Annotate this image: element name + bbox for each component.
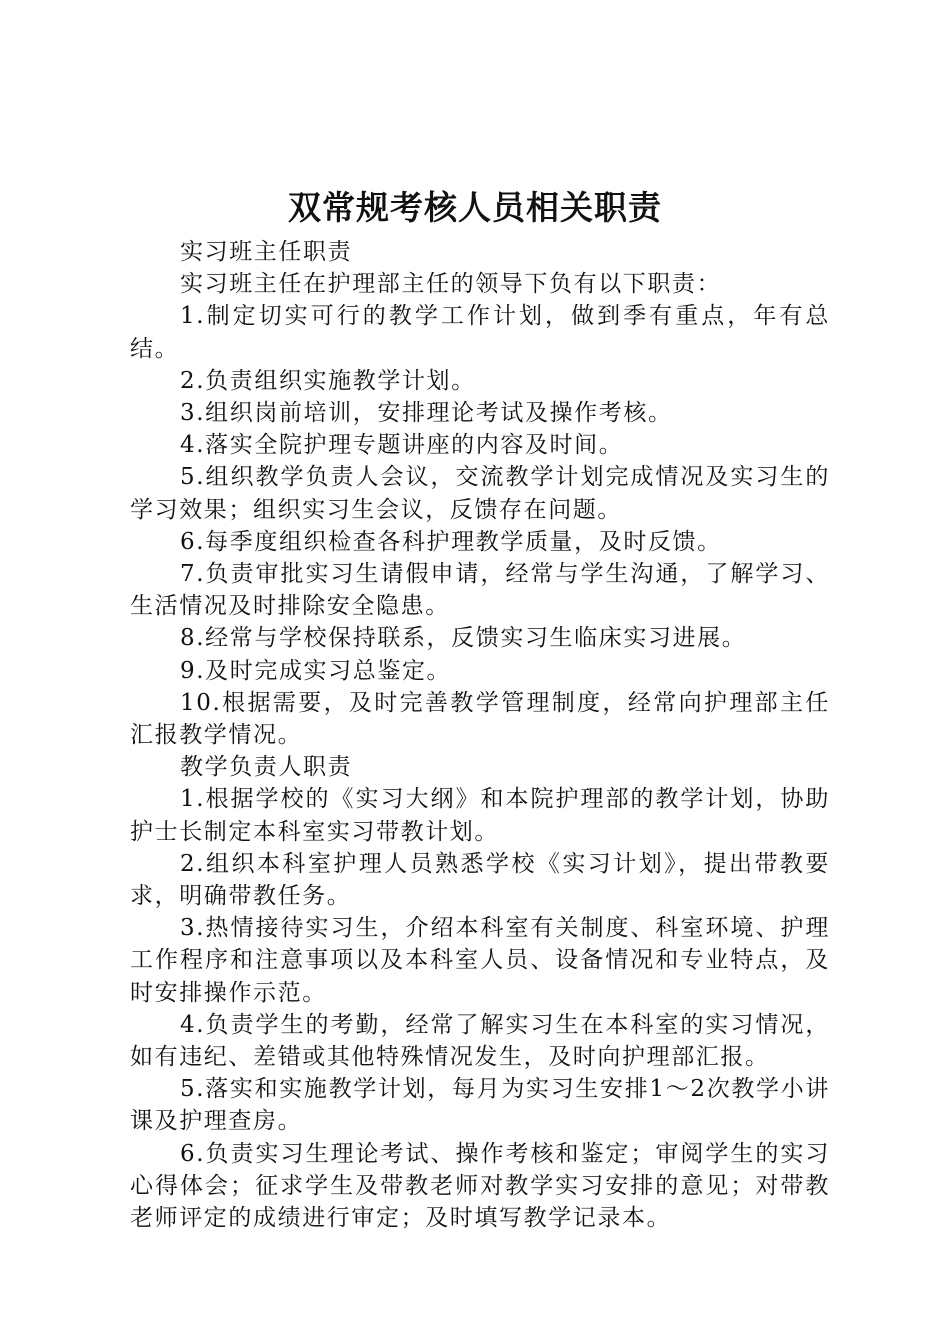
duty-item: 1.制定切实可行的教学工作计划，做到季有重点，年有总结。 xyxy=(130,303,830,362)
section-heading-class-teacher: 实习班主任职责 xyxy=(180,239,353,265)
duty-item: 4.落实全院护理专题讲座的内容及时间。 xyxy=(180,432,624,459)
duty-item: 3.热情接待实习生，介绍本科室有关制度、科室环境、护理工作程序和注意事项以及本科室人员、设备情况和专业特点，及时安排操作示范。 xyxy=(130,915,830,1006)
duty-item: 1.根据学校的《实习大纲》和本院护理部的教学计划，协助护士长制定本科室实习带教计划。 xyxy=(130,786,830,845)
duty-item: 5.组织教学负责人会议，交流教学计划完成情况及实习生的学习效果；组织实习生会议，反馈存在问题。 xyxy=(130,464,830,523)
duty-item: 8.经常与学校保持联系，反馈实习生临床实习进展。 xyxy=(180,625,747,652)
duty-item: 7.负责审批实习生请假申请，经常与学生沟通，了解学习、生活情况及时排除安全隐患。 xyxy=(130,561,830,620)
duty-item: 6.每季度组织检查各科护理教学质量，及时反馈。 xyxy=(180,528,722,555)
duty-item: 4.负责学生的考勤，经常了解实习生在本科室的实习情况，如有违纪、差错或其他特殊情况发生，及时向护理部汇报。 xyxy=(130,1011,830,1071)
duty-item: 3.组织岗前培训，安排理论考试及操作考核。 xyxy=(180,400,673,427)
document-body xyxy=(130,236,830,1234)
document-title: 双常规考核人员相关职责 xyxy=(288,188,662,227)
section-heading-teaching-lead: 教学负责人职责 xyxy=(180,754,353,781)
duty-item: 2.负责组织实施教学计划。 xyxy=(180,367,476,394)
duty-item: 5.落实和实施教学计划，每月为实习生安排1～2次教学小讲课及护理查房。 xyxy=(130,1076,830,1135)
duty-item: 10.根据需要，及时完善教学管理制度，经常向护理部主任汇报教学情况。 xyxy=(130,689,830,749)
duty-item: 6.负责实习生理论考试、操作考核和鉴定；审阅学生的实习心得体会；征求学生及带教老师对教学实习安排的意见；对带教老师评定的成绩进行审定；及时填写教学记录本。 xyxy=(130,1140,830,1232)
duty-item: 2.组织本科室护理人员熟悉学校《实习计划》，提出带教要求，明确带教任务。 xyxy=(130,850,830,910)
paragraph-intro: 实习班主任在护理部主任的领导下负有以下职责： xyxy=(180,271,722,298)
duty-item: 9.及时完成实习总鉴定。 xyxy=(180,657,452,684)
